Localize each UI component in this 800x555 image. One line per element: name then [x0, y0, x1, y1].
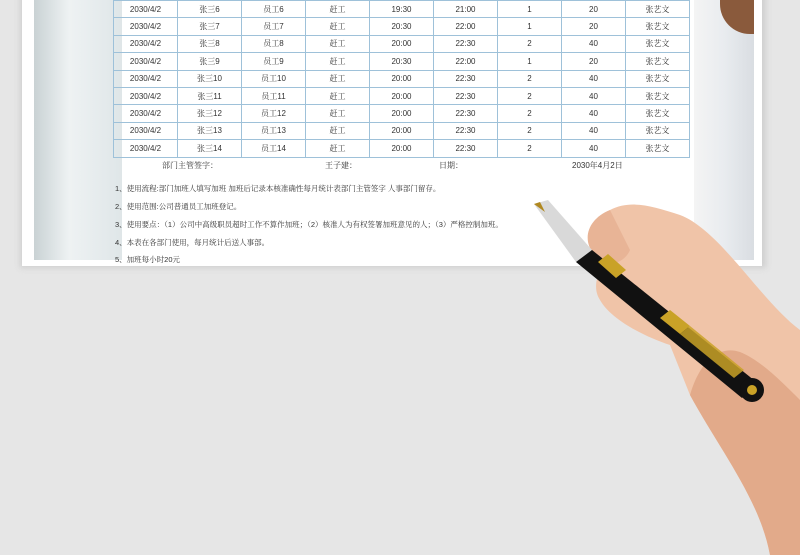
cell-reason: 赶工: [306, 122, 370, 139]
cell-reason: 赶工: [306, 87, 370, 104]
cell-amount: 20: [562, 18, 626, 35]
cell-reason: 赶工: [306, 70, 370, 87]
background-photo-right: [694, 0, 754, 260]
cell-hours: 2: [498, 105, 562, 122]
cell-date: 2030/4/2: [114, 53, 178, 70]
cell-employee: 员工11: [242, 87, 306, 104]
cell-end-time: 22:30: [434, 70, 498, 87]
cell-employee: 员工12: [242, 105, 306, 122]
cell-hours: 1: [498, 18, 562, 35]
cell-start-time: 20:00: [370, 35, 434, 52]
note-1: 1、使用流程:部门加班人填写加班 加班后记录本核准确性每月统计表部门主管签字 人事部门留存。: [115, 184, 441, 193]
date-value: 2030年4月2日: [572, 161, 623, 170]
cell-amount: 40: [562, 70, 626, 87]
cell-amount: 40: [562, 35, 626, 52]
cell-reason: 赶工: [306, 1, 370, 18]
cell-start-time: 20:00: [370, 87, 434, 104]
cell-applicant: 张三11: [178, 87, 242, 104]
cell-end-time: 22:30: [434, 87, 498, 104]
cell-hours: 2: [498, 70, 562, 87]
note-4: 4、本表在各部门使用，每月统计后送人事部。: [115, 238, 270, 247]
date-label: 日期：: [439, 161, 463, 170]
document-sheet: [22, 0, 762, 266]
cell-date: 2030/4/2: [114, 18, 178, 35]
cell-start-time: 20:00: [370, 105, 434, 122]
cell-hours: 2: [498, 35, 562, 52]
supervisor-signature-label: 部门主管签字：: [162, 161, 218, 170]
cell-hours: 1: [498, 1, 562, 18]
note-3: 3、使用要点：（1）公司中高级职员超时工作不算作加班；（2）核准人为有权签署加班意见的人；（3）严格控制加班。: [115, 220, 503, 229]
table-row: [114, 53, 690, 70]
cell-employee: 员工9: [242, 53, 306, 70]
cell-end-time: 22:30: [434, 35, 498, 52]
cell-hours: 2: [498, 87, 562, 104]
cell-applicant: 张三12: [178, 105, 242, 122]
table-row: [114, 35, 690, 52]
cell-date: 2030/4/2: [114, 105, 178, 122]
cell-approver: 张艺文: [626, 122, 690, 139]
cell-start-time: 20:00: [370, 70, 434, 87]
cell-amount: 20: [562, 53, 626, 70]
cell-applicant: 张三8: [178, 35, 242, 52]
cell-applicant: 张三10: [178, 70, 242, 87]
cell-approver: 张艺文: [626, 105, 690, 122]
cell-applicant: 张三14: [178, 140, 242, 157]
cell-start-time: 20:30: [370, 53, 434, 70]
table-row: [114, 122, 690, 139]
cell-end-time: 22:30: [434, 122, 498, 139]
cell-start-time: 19:30: [370, 1, 434, 18]
cell-employee: 员工14: [242, 140, 306, 157]
table-row: [114, 1, 690, 18]
cell-date: 2030/4/2: [114, 70, 178, 87]
cell-end-time: 22:30: [434, 140, 498, 157]
cell-applicant: 张三6: [178, 1, 242, 18]
cell-employee: 员工8: [242, 35, 306, 52]
cell-amount: 40: [562, 140, 626, 157]
note-2: 2、使用范围:公司普通员工加班登记。: [115, 202, 242, 211]
cell-date: 2030/4/2: [114, 1, 178, 18]
overtime-table: [113, 0, 690, 158]
cell-hours: 2: [498, 140, 562, 157]
cell-applicant: 张三13: [178, 122, 242, 139]
background-photo-left: [34, 0, 122, 260]
table-row: [114, 87, 690, 104]
cell-amount: 40: [562, 122, 626, 139]
cell-approver: 张艺文: [626, 18, 690, 35]
cell-approver: 张艺文: [626, 35, 690, 52]
cell-date: 2030/4/2: [114, 122, 178, 139]
cell-reason: 赶工: [306, 140, 370, 157]
cell-applicant: 张三7: [178, 18, 242, 35]
cell-employee: 员工13: [242, 122, 306, 139]
cell-start-time: 20:30: [370, 18, 434, 35]
cell-reason: 赶工: [306, 35, 370, 52]
table-row: [114, 70, 690, 87]
cell-reason: 赶工: [306, 53, 370, 70]
cell-start-time: 20:00: [370, 140, 434, 157]
cell-amount: 40: [562, 105, 626, 122]
cell-approver: 张艺文: [626, 53, 690, 70]
table-row: [114, 18, 690, 35]
cell-hours: 2: [498, 122, 562, 139]
cell-employee: 员工6: [242, 1, 306, 18]
cell-amount: 20: [562, 1, 626, 18]
signer-name: 王子建：: [325, 161, 357, 170]
cell-end-time: 22:00: [434, 53, 498, 70]
cell-start-time: 20:00: [370, 122, 434, 139]
table-row: [114, 140, 690, 157]
cell-hours: 1: [498, 53, 562, 70]
note-5: 5、加班每小时20元: [115, 255, 181, 264]
cell-date: 2030/4/2: [114, 87, 178, 104]
cell-employee: 员工7: [242, 18, 306, 35]
cell-reason: 赶工: [306, 105, 370, 122]
cell-approver: 张艺文: [626, 87, 690, 104]
cell-approver: 张艺文: [626, 70, 690, 87]
cell-end-time: 22:00: [434, 18, 498, 35]
cell-reason: 赶工: [306, 18, 370, 35]
cell-applicant: 张三9: [178, 53, 242, 70]
cell-approver: 张艺文: [626, 1, 690, 18]
cell-end-time: 22:30: [434, 105, 498, 122]
cell-date: 2030/4/2: [114, 140, 178, 157]
hand-shade: [690, 350, 800, 555]
cell-end-time: 21:00: [434, 1, 498, 18]
cell-approver: 张艺文: [626, 140, 690, 157]
cell-employee: 员工10: [242, 70, 306, 87]
cell-date: 2030/4/2: [114, 35, 178, 52]
cell-amount: 40: [562, 87, 626, 104]
table-row: [114, 105, 690, 122]
